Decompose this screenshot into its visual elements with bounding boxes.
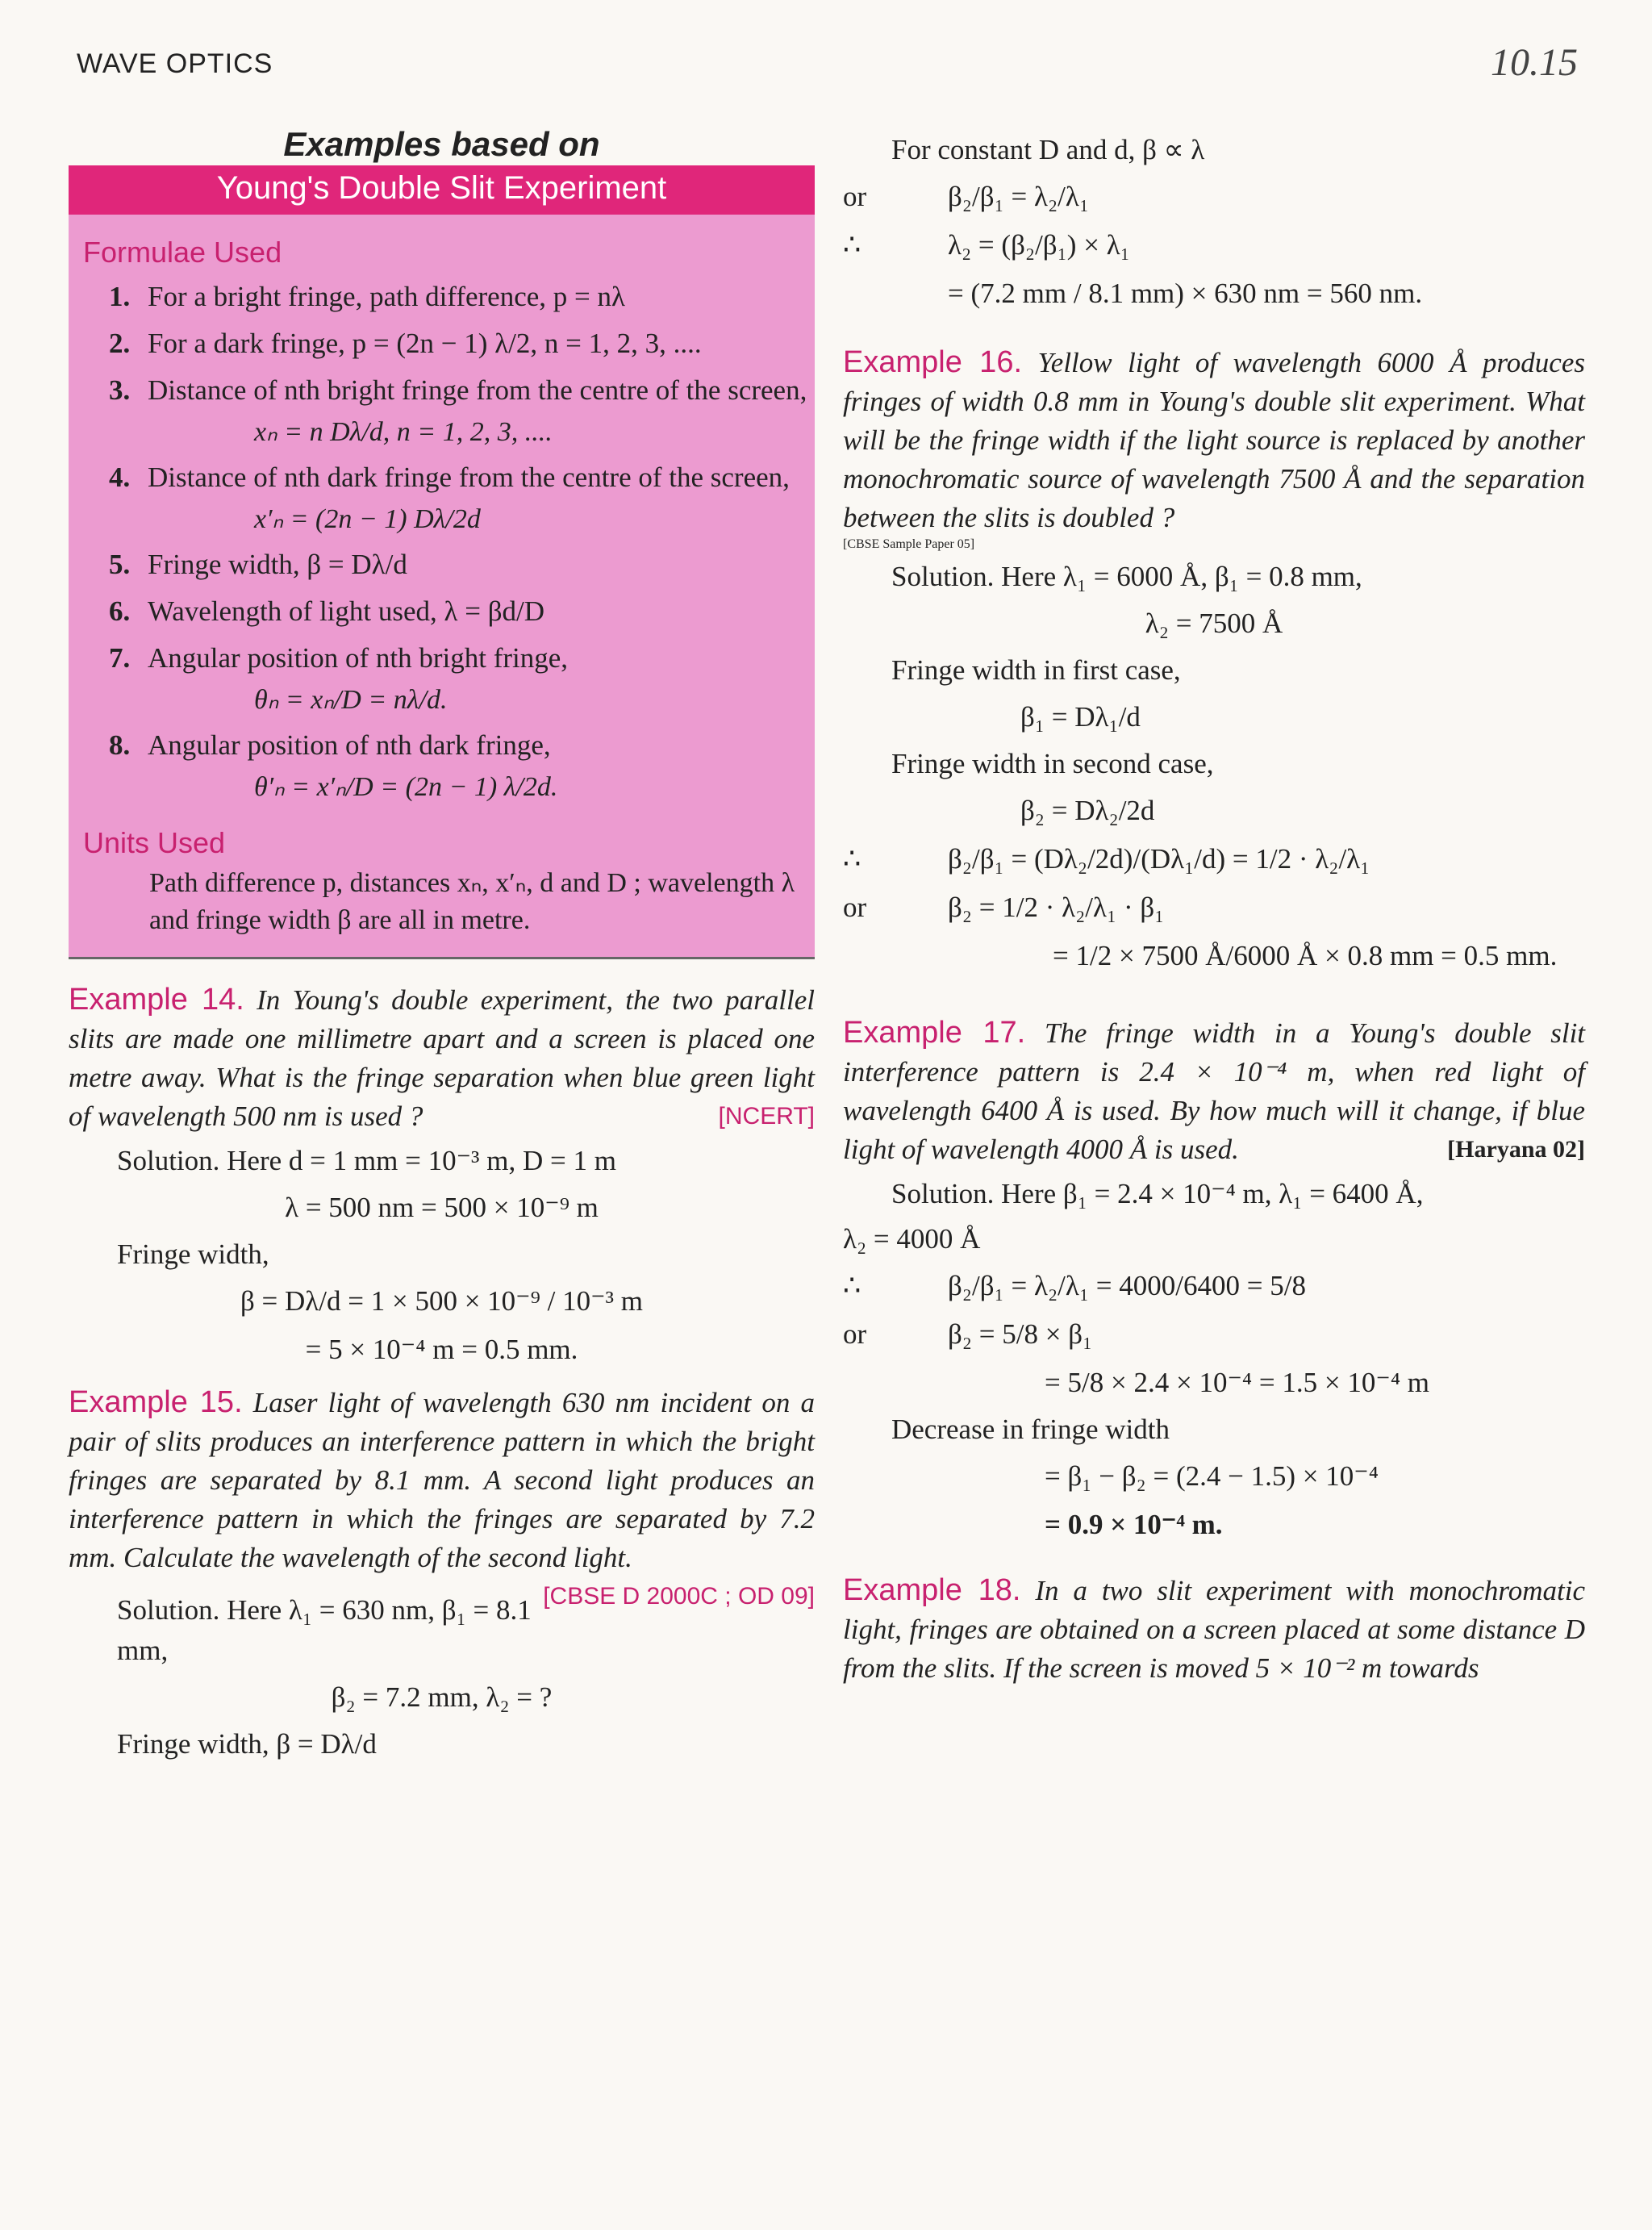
solution-line: = β₁ − β₂ = (2.4 − 1.5) × 10⁻⁴ xyxy=(1045,1460,1379,1492)
solution-line: Solution. Here β₁ = 2.4 × 10⁻⁴ m, λ₁ = 6400 Å, xyxy=(891,1178,1424,1209)
example-16: Example 16. Yellow light of wavelength 6000 Å produces fringes of width 0.8 mm in Young's double slit experiment. What will be the fringe width if the light source is replaced by another monochromatic source of wavelength 7500 Å and the separation between the slits is doubled ? [CBSE Sample Paper 05] Solution. Here λ₁ = 6000 Å, β₁ = 0.8 mm, λ₂ = 7500 Å Fringe width in first case, β₁ = Dλ₁/d Fringe width in second case, β₂ = Dλ₂/2d ∴ β₂/β₁ = (Dλ₂/2d)/(Dλ₁/d) = 1/2 · λ₂/λ₁ or β₂ = 1/2 · λ₂/λ₁ · β₁ = 1/2 × 7500 Å/6000 Å × 0.8 mm = 0.5 mm. xyxy=(843,343,1585,978)
example-15 xyxy=(69,1383,815,1764)
solution-line: = 1/2 × 7500 Å/6000 Å × 0.8 mm = 0.5 mm. xyxy=(1053,940,1558,971)
solution-line: = (7.2 mm / 8.1 mm) × 630 nm = 560 nm. xyxy=(948,278,1423,309)
solution-line: Solution. Here λ₁ = 6000 Å, β₁ = 0.8 mm, xyxy=(891,561,1362,592)
solution-line: = 5/8 × 2.4 × 10⁻⁴ = 1.5 × 10⁻⁴ m xyxy=(1045,1367,1429,1398)
formula-eq: xₙ = n Dλ/d, n = 1, 2, 3, .... xyxy=(254,417,553,447)
solution-line: = 0.9 × 10⁻⁴ m. xyxy=(1045,1509,1223,1540)
solution-line: β₂ = 1/2 · λ₂/λ₁ · β₁ xyxy=(948,892,1165,923)
solution-line: β = Dλ/d = 1 × 500 × 10⁻⁹ / 10⁻³ m xyxy=(240,1285,644,1317)
solution-line: β₂ = Dλ₂/2d xyxy=(1020,795,1155,826)
solution-line: For constant D and d, β ∝ λ xyxy=(891,134,1205,165)
example-text: In Young's double experiment, the two parallel slits are made one millimetre apart and a screen is placed one metre away. What is the fringe separation when blue green light of wavelength 500 nm is used ? xyxy=(69,984,815,1132)
example-text: Yellow light of wavelength 6000 Å produces fringes of width 0.8 mm in Young's double slit experiment. What will be the fringe width if the light source is replaced by another monochromatic source of wavelength 7500 Å and the separation between the slits is doubled ? xyxy=(843,347,1585,533)
solution-line: λ₂ = (β₂/β₁) × λ₁ xyxy=(948,229,1130,261)
solution-line: = 5 × 10⁻⁴ m = 0.5 mm. xyxy=(305,1334,578,1365)
solution-line: β₂ = 5/8 × β₁ xyxy=(948,1318,1093,1350)
formula-item: 2. For a dark fringe, p = (2n − 1) λ/2, n = 1, 2, 3, .... xyxy=(109,328,702,359)
solution-line: Fringe width, β = Dλ/d xyxy=(117,1728,377,1760)
example-source: [Haryana 02] xyxy=(1447,1136,1585,1163)
formula-item: 6. Wavelength of light used, λ = βd/D xyxy=(109,595,545,627)
example-text: In a two slit experiment with monochromatic light, fringes are obtained on a screen placed at some distance D from the slits. If the screen is moved 5 × 10⁻² m towards xyxy=(843,1575,1586,1684)
solution-line: β₂ = 7.2 mm, λ₂ = ? xyxy=(331,1681,553,1713)
right-column: For constant D and d, β ∝ λ or β₂/β₁ = λ₂/λ₁ ∴ λ₂ = (β₂/β₁) × λ₁ = (7.2 mm / 8.1 mm) × 630 nm = 560 nm. Example 16. Yellow light of wavelength 6000 Å produces fringes of width 0.8 mm in Young's double slit experiment. What will be the fringe width if the light source is replaced by another monochromatic source of wavelength 7500 Å and the separation between the slits is doubled ? [CBSE Sample Paper 05] Solution. Here λ₁ = 6000 Å, β₁ = 0.8 mm, λ₂ = 7500 Å Fringe width in first case, β₁ = Dλ₁/d Fringe width in second case, β₂ = Dλ₂/2d ∴ β₂/β₁ = (Dλ₂/2d)/(Dλ₁/d) = 1/2 · λ₂/λ₁ or β₂ = 1/2 · λ₂/λ₁ · β₁ = 1/2 × 7500 Å/6000 Å × 0.8 mm = 0.5 mm. Example 17. The fringe width in a Young's double slit interference pattern is 2.4 × 10⁻⁴ m, when red light of wavelength 6400 Å is used. By how much will it change, if blue light of wavelength 4000 Å is used. [Haryana 02] Solution. Here β₁ = 2.4 × 10⁻⁴ m, λ₁ = 6400 Å, λ₂ = 4000 Å ∴ β₂/β₁ = λ₂/λ₁ = 4000/6400 = 5/8 or β₂ = 5/8 × β₁ = 5/8 × 2.4 × 10⁻⁴ = 1.5 × 10⁻⁴ m Decrease in fringe width = β₁ − β₂ = (2.4 − 1.5) × 10⁻⁴ = 0.9 × 10⁻⁴ m. Example 18. In a two slit experiment with monochromatic light, fringes are obtained on a screen placed at some distance D from the slits. If the screen is moved 5 × 10⁻² m towards xyxy=(843,125,1585,1688)
formula-eq: θ′ₙ = x′ₙ/D = (2n − 1) λ/2d. xyxy=(254,772,558,802)
example-14 xyxy=(69,980,815,1372)
example-text: The fringe width in a Young's double slit interference pattern is 2.4 × 10⁻⁴ m, when red light of wavelength 6400 Å is used. By how much will it change, if blue light of wavelength 4000 Å is used. xyxy=(843,1017,1586,1165)
page-number: 10.15 xyxy=(1491,41,1578,84)
solution-line: β₂/β₁ = λ₂/λ₁ = 4000/6400 = 5/8 xyxy=(948,1270,1306,1301)
example-text: Laser light of wavelength 630 nm incident on a pair of slits produces an interference pattern in which the bright fringes are separated by 8.1 mm. A second light produces an interference pattern in which the fringes are separated by 7.2 mm. Calculate the wavelength of the second light. xyxy=(69,1387,815,1573)
solution-line: β₂/β₁ = λ₂/λ₁ xyxy=(948,181,1090,212)
example-source: [NCERT] xyxy=(718,1103,815,1130)
example-17: Example 17. The fringe width in a Young's double slit interference pattern is 2.4 × 10⁻⁴ m, when red light of wavelength 6400 Å is used. By how much will it change, if blue light of wavelength 4000 Å is used. [Haryana 02] Solution. Here β₁ = 2.4 × 10⁻⁴ m, λ₁ = 6400 Å, λ₂ = 4000 Å ∴ β₂/β₁ = λ₂/λ₁ = 4000/6400 = 5/8 or β₂ = 5/8 × β₁ = 5/8 × 2.4 × 10⁻⁴ = 1.5 × 10⁻⁴ m Decrease in fringe width = β₁ − β₂ = (2.4 − 1.5) × 10⁻⁴ = 0.9 × 10⁻⁴ m. xyxy=(843,1013,1585,1547)
example-source: [CBSE Sample Paper 05] xyxy=(843,537,975,551)
solution-line: β₂/β₁ = (Dλ₂/2d)/(Dλ₁/d) = 1/2 · λ₂/λ₁ xyxy=(948,843,1370,875)
formula-item: 1. For a bright fringe, path difference, p = nλ xyxy=(109,281,625,312)
solution-line: Solution. Here λ₁ = 630 nm, β₁ = 8.1 mm, xyxy=(117,1594,532,1666)
example-label: Example 16. xyxy=(843,345,1023,379)
solution-line: Fringe width in second case, xyxy=(891,748,1214,779)
formula-eq: x′ₙ = (2n − 1) Dλ/2d xyxy=(254,504,481,534)
example-18 xyxy=(843,1571,1585,1688)
solution-line: Fringe width in first case, xyxy=(891,654,1181,686)
solution-line: Decrease in fringe width xyxy=(891,1414,1170,1445)
formula-box xyxy=(69,165,815,959)
solution-line: Fringe width, xyxy=(117,1238,269,1270)
formula-list xyxy=(69,278,815,805)
solution-line: λ = 500 nm = 500 × 10⁻⁹ m xyxy=(285,1192,599,1223)
running-header: WAVE OPTICS xyxy=(77,48,273,79)
solution-line: λ₂ = 7500 Å xyxy=(1145,608,1283,639)
example-label: Example 17. xyxy=(843,1016,1026,1050)
example-label: Example 14. xyxy=(69,983,244,1017)
solution-line: β₁ = Dλ₁/d xyxy=(1020,701,1141,733)
formulae-heading: Formulae Used xyxy=(83,236,282,269)
solution-line: λ₂ = 4000 Å xyxy=(843,1223,981,1255)
example-source: [CBSE D 2000C ; OD 09] xyxy=(543,1583,815,1610)
left-column xyxy=(69,125,815,1769)
units-heading: Units Used xyxy=(83,826,226,859)
formula-item: 7. Angular position of nth bright fringe, θₙ = xₙ/D = nλ/d. xyxy=(109,639,815,718)
example-label: Example 18. xyxy=(843,1573,1021,1607)
example-label: Example 15. xyxy=(69,1385,243,1419)
formula-eq: θₙ = xₙ/D = nλ/d. xyxy=(254,685,448,715)
solution-line: Solution. Here d = 1 mm = 10⁻³ m, D = 1 m xyxy=(117,1145,616,1176)
formula-item: 8. Angular position of nth dark fringe, θ′ₙ = x′ₙ/D = (2n − 1) λ/2d. xyxy=(109,726,815,805)
formula-item: 3. Distance of nth bright fringe from the centre of the screen, xₙ = n Dλ/d, n = 1, 2, 3, .... xyxy=(109,371,815,450)
box-title: Examples based on xyxy=(283,125,600,163)
formula-item: 4. Distance of nth dark fringe from the centre of the screen, x′ₙ = (2n − 1) Dλ/2d xyxy=(109,458,815,537)
box-subtitle: Young's Double Slit Experiment xyxy=(69,165,815,215)
units-text: Path difference p, distances xₙ, x′ₙ, d and D ; wavelength λ and fringe width β are all in metre. xyxy=(149,868,795,935)
formula-item: 5. Fringe width, β = Dλ/d xyxy=(109,549,407,580)
